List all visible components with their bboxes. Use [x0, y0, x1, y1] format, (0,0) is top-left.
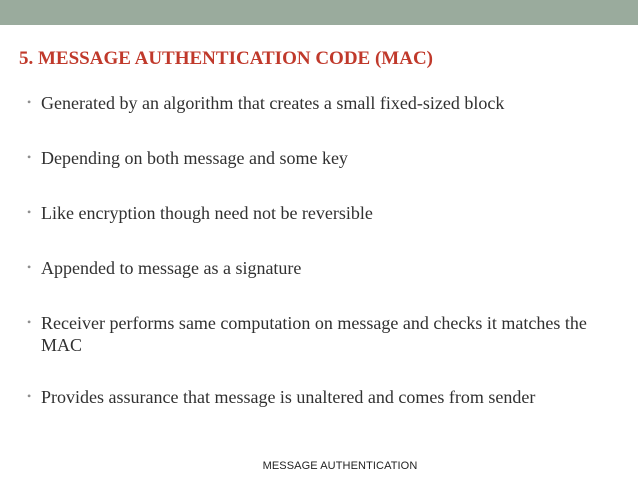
bullet-dot-icon: •: [27, 205, 32, 219]
slide-title: 5. MESSAGE AUTHENTICATION CODE (MAC): [19, 48, 433, 69]
slide-footer: MESSAGE AUTHENTICATION: [262, 460, 418, 472]
bullet-text: Appended to message as a signature: [41, 258, 302, 278]
bullet-list: [27, 92, 612, 408]
bullet-text: Depending on both message and some key: [41, 148, 348, 168]
bullet-item: [27, 386, 612, 408]
bullet-dot-icon: •: [27, 260, 32, 274]
bullet-dot-icon: •: [27, 389, 32, 403]
bullet-text: Provides assurance that message is unaltered and comes from sender: [41, 387, 536, 407]
bullet-text: Like encryption though need not be reversible: [41, 203, 373, 223]
bullet-item: [27, 257, 612, 279]
top-accent-bar: [0, 0, 638, 25]
bullet-dot-icon: •: [27, 95, 32, 109]
bullet-text: Generated by an algorithm that creates a small fixed-sized block: [41, 93, 505, 113]
bullet-item: [27, 202, 612, 224]
bullet-text: Receiver performs same computation on message and checks it matches the MAC: [41, 313, 587, 355]
bullet-item: [27, 147, 612, 169]
bullet-dot-icon: •: [27, 150, 32, 164]
bullet-dot-icon: •: [27, 315, 32, 329]
bullet-item: [27, 312, 612, 356]
bullet-item: [27, 92, 612, 114]
